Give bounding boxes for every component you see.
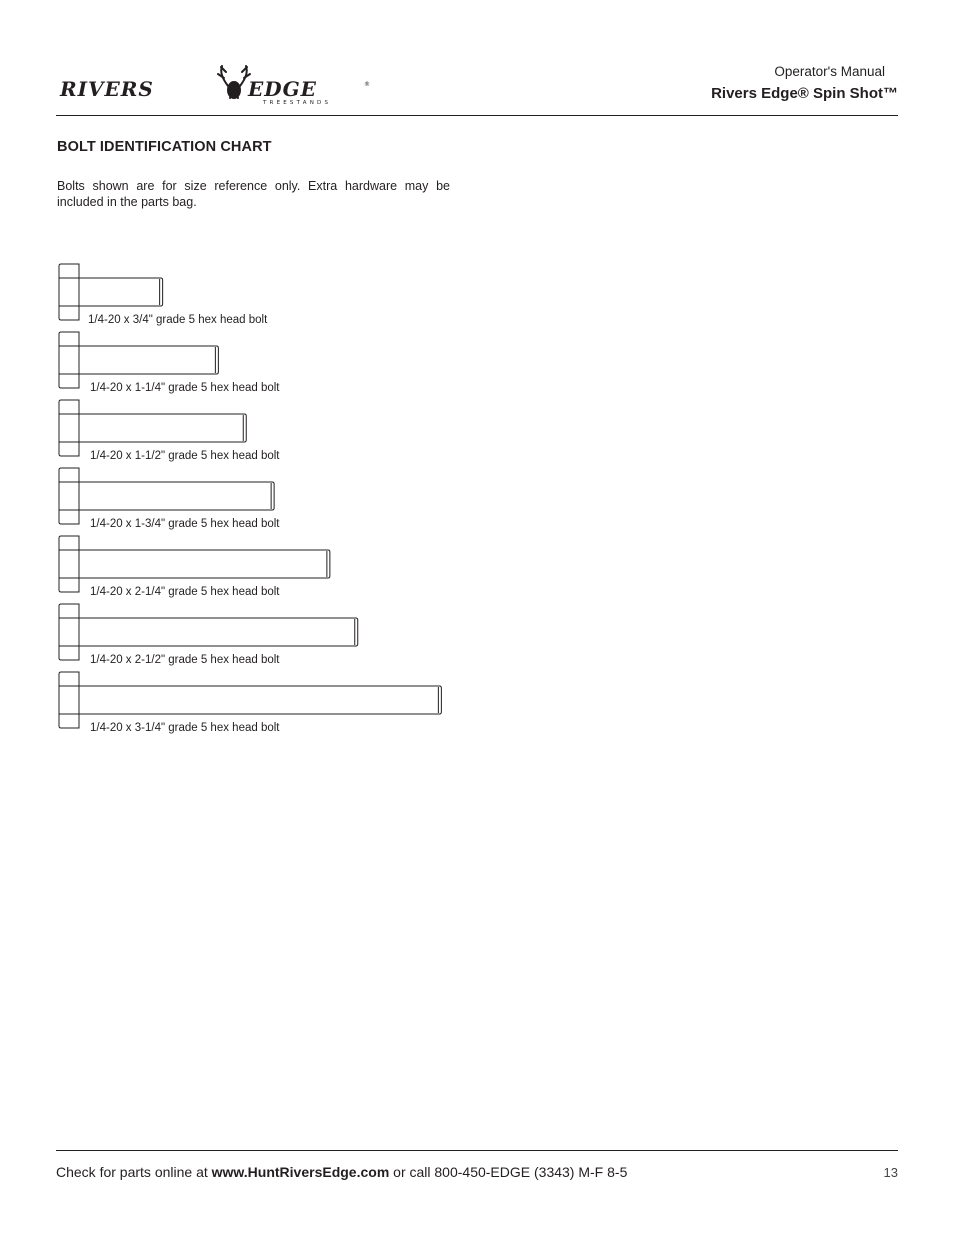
bolt-4	[59, 468, 280, 530]
bolt-label: 1/4-20 x 1-3/4" grade 5 hex head bolt	[90, 518, 280, 530]
bolt-label: 1/4-20 x 3/4" grade 5 hex head bolt	[88, 314, 268, 326]
bolt-head	[59, 332, 79, 388]
bolt-7	[59, 672, 441, 734]
bolt-head	[59, 264, 79, 320]
bolt-3	[59, 400, 280, 462]
manual-subtitle: Operator's Manual	[774, 64, 885, 79]
bolt-shank	[79, 414, 246, 442]
bolt-shank	[79, 618, 358, 646]
logo-wordmark-right: EDGE	[248, 77, 317, 101]
bolt-6	[59, 604, 358, 666]
footer-divider	[56, 1150, 898, 1151]
intro-paragraph: Bolts shown are for size reference only. Extra hardware may be included in the parts bag.	[57, 179, 450, 209]
logo-wordmark-left: RIVERS	[60, 77, 154, 101]
bolt-head	[59, 468, 79, 524]
bolt-label: 1/4-20 x 1-1/2" grade 5 hex head bolt	[90, 450, 280, 462]
bolt-shank	[79, 550, 330, 578]
bolt-head	[59, 604, 79, 660]
section-title: BOLT IDENTIFICATION CHART	[57, 139, 272, 155]
bolt-shank	[79, 686, 441, 714]
bolt-shank	[79, 482, 274, 510]
bolt-head	[59, 536, 79, 592]
bolt-head	[59, 400, 79, 456]
bolt-2	[59, 332, 280, 394]
bolt-shank	[79, 346, 218, 374]
footer-contact	[56, 1164, 627, 1180]
bolt-5	[59, 536, 330, 598]
bolt-label: 1/4-20 x 2-1/2" grade 5 hex head bolt	[90, 654, 280, 666]
bolt-1	[59, 264, 268, 326]
logo-registered-mark: ®	[364, 81, 370, 88]
bolt-label: 1/4-20 x 2-1/4" grade 5 hex head bolt	[90, 586, 280, 598]
bolt-shank	[79, 278, 163, 306]
bolt-head	[59, 672, 79, 728]
bolt-label: 1/4-20 x 3-1/4" grade 5 hex head bolt	[90, 722, 280, 734]
bolt-label: 1/4-20 x 1-1/4" grade 5 hex head bolt	[90, 382, 280, 394]
logo-tagline: TREESTANDS	[263, 100, 332, 106]
product-title: Rivers Edge® Spin Shot™	[711, 85, 898, 102]
page-number: 13	[883, 1165, 898, 1180]
footer-website-link[interactable]: www.HuntRiversEdge.com	[211, 1164, 390, 1180]
footer-prefix: Check for parts online at	[56, 1164, 212, 1180]
footer-phone: or call 800-450-EDGE (3343) M-F 8-5	[389, 1164, 628, 1180]
